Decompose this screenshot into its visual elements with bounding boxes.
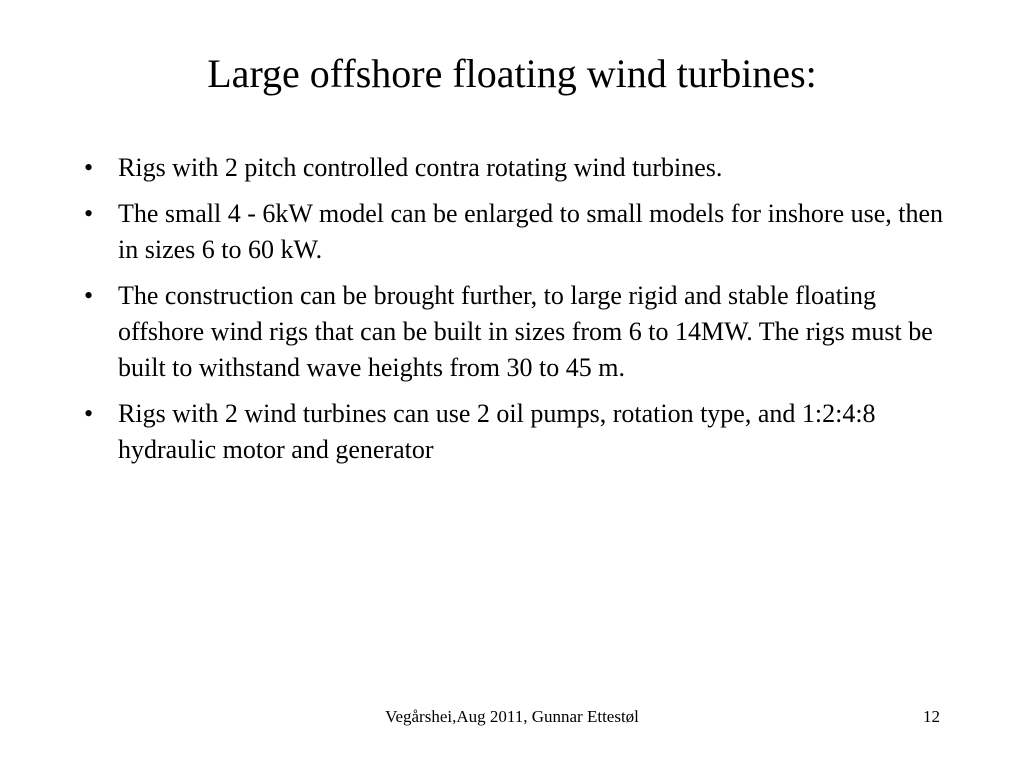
slide-title: Large offshore floating wind turbines: [207,51,817,96]
bullet-item [78,278,958,386]
bullet-text: Rigs with 2 pitch controlled contra rotating wind turbines. [118,153,723,182]
slide-footer: Vegårshei,Aug 2011, Gunnar Ettestøl [385,707,639,726]
bullet-text: The small 4 - 6kW model can be enlarged to small models for inshore use, then in sizes 6 to 60 kW. [118,199,944,264]
bullet-marker: • [84,399,94,428]
bullet-item [78,150,958,186]
bullet-item [78,196,958,268]
bullet-text: The construction can be brought further, to large rigid and stable floating offshore wind rigs that can be built in sizes from 6 to 14MW. The rigs must be built to withstand wave heights from 30 to 45 m. [118,281,933,382]
bullet-marker: • [84,199,94,228]
bullet-marker: • [84,153,94,182]
page-number: 12 [923,707,940,726]
bullet-marker: • [84,281,94,310]
bullet-item [78,396,958,468]
bullet-list [78,150,958,478]
bullet-text: Rigs with 2 wind turbines can use 2 oil pumps, rotation type, and 1:2:4:8 hydraulic motor and generator [118,399,876,464]
